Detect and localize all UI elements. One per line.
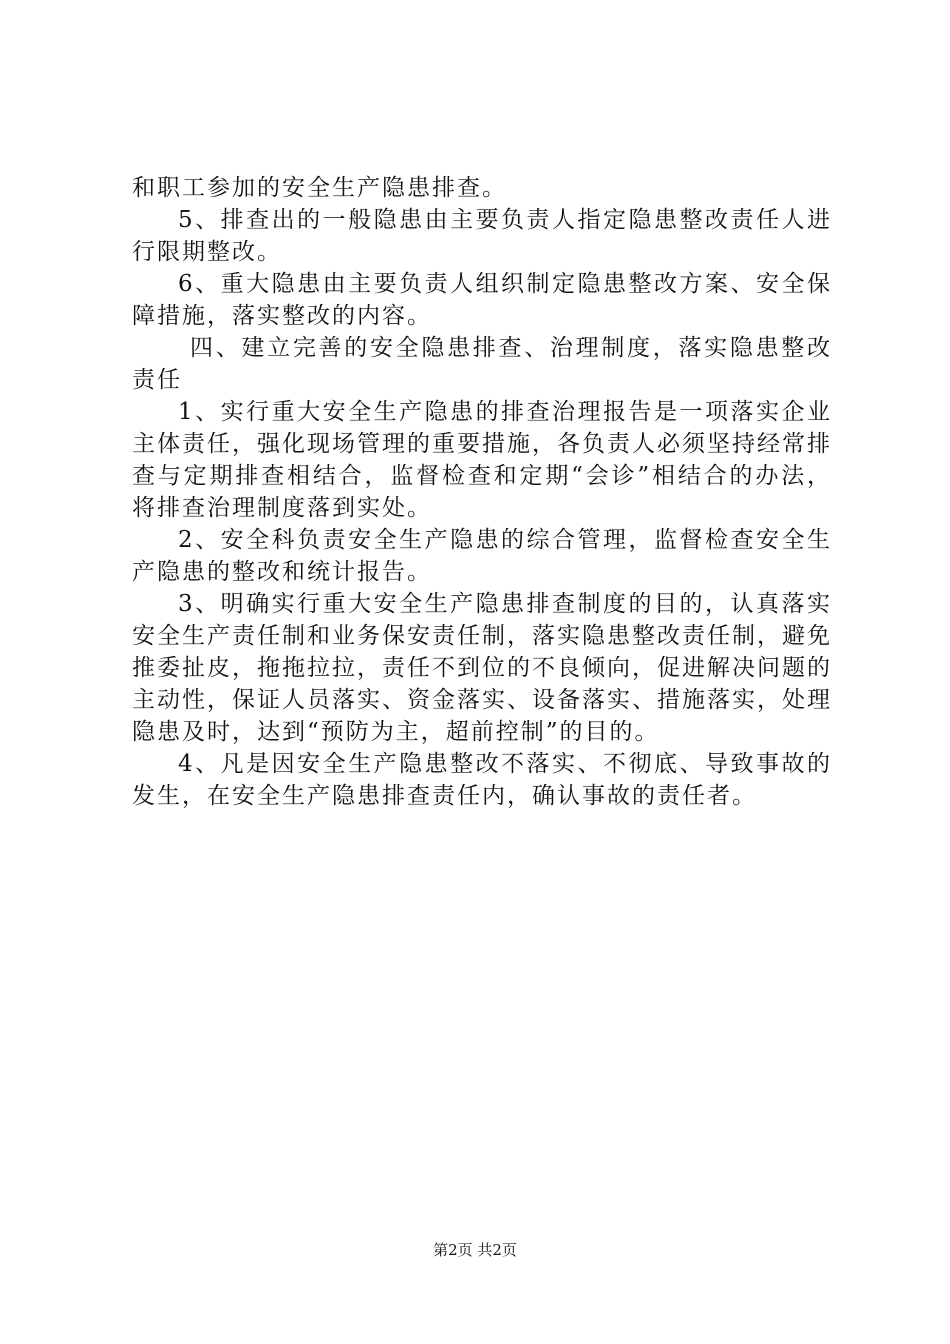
section-heading-4: 四、建立完善的安全隐患排查、治理制度，落实隐患整改责任 — [132, 335, 832, 393]
page-footer: 第2页 共2页 — [433, 1241, 517, 1259]
paragraph-item-1: 1、实行重大安全生产隐患的排查治理报告是一项落实企业主体责任，强化现场管理的重要措施，各负责人必须坚持经常排查与定期排查相结合，监督检查和定期“会诊”相结合的办法，将排查治理制度落到实处。 — [132, 399, 832, 521]
paragraph-item-6: 6、重大隐患由主要负责人组织制定隐患整改方案、安全保障措施，落实整改的内容。 — [132, 271, 832, 329]
paragraph-item-4: 4、凡是因安全生产隐患整改不落实、不彻底、导致事故的发生，在安全生产隐患排查责任内，确认事故的责任者。 — [132, 751, 832, 809]
paragraph-item-2: 2、安全科负责安全生产隐患的综合管理，监督检查安全生产隐患的整改和统计报告。 — [132, 527, 832, 585]
paragraph-item-5: 5、排查出的一般隐患由主要负责人指定隐患整改责任人进行限期整改。 — [132, 207, 832, 265]
paragraph-continuation: 和职工参加的安全生产隐患排查。 — [132, 175, 507, 201]
paragraph-item-3: 3、明确实行重大安全生产隐患排查制度的目的，认真落实安全生产责任制和业务保安责任制，落实隐患整改责任制，避免推委扯皮，拖拖拉拉，责任不到位的不良倾向，促进解决问题的主动性，保证人员落实、资金落实、设备落实、措施落实，处理隐患及时，达到“预防为主，超前控制”的目的。 — [132, 591, 832, 745]
document-body — [132, 172, 832, 812]
